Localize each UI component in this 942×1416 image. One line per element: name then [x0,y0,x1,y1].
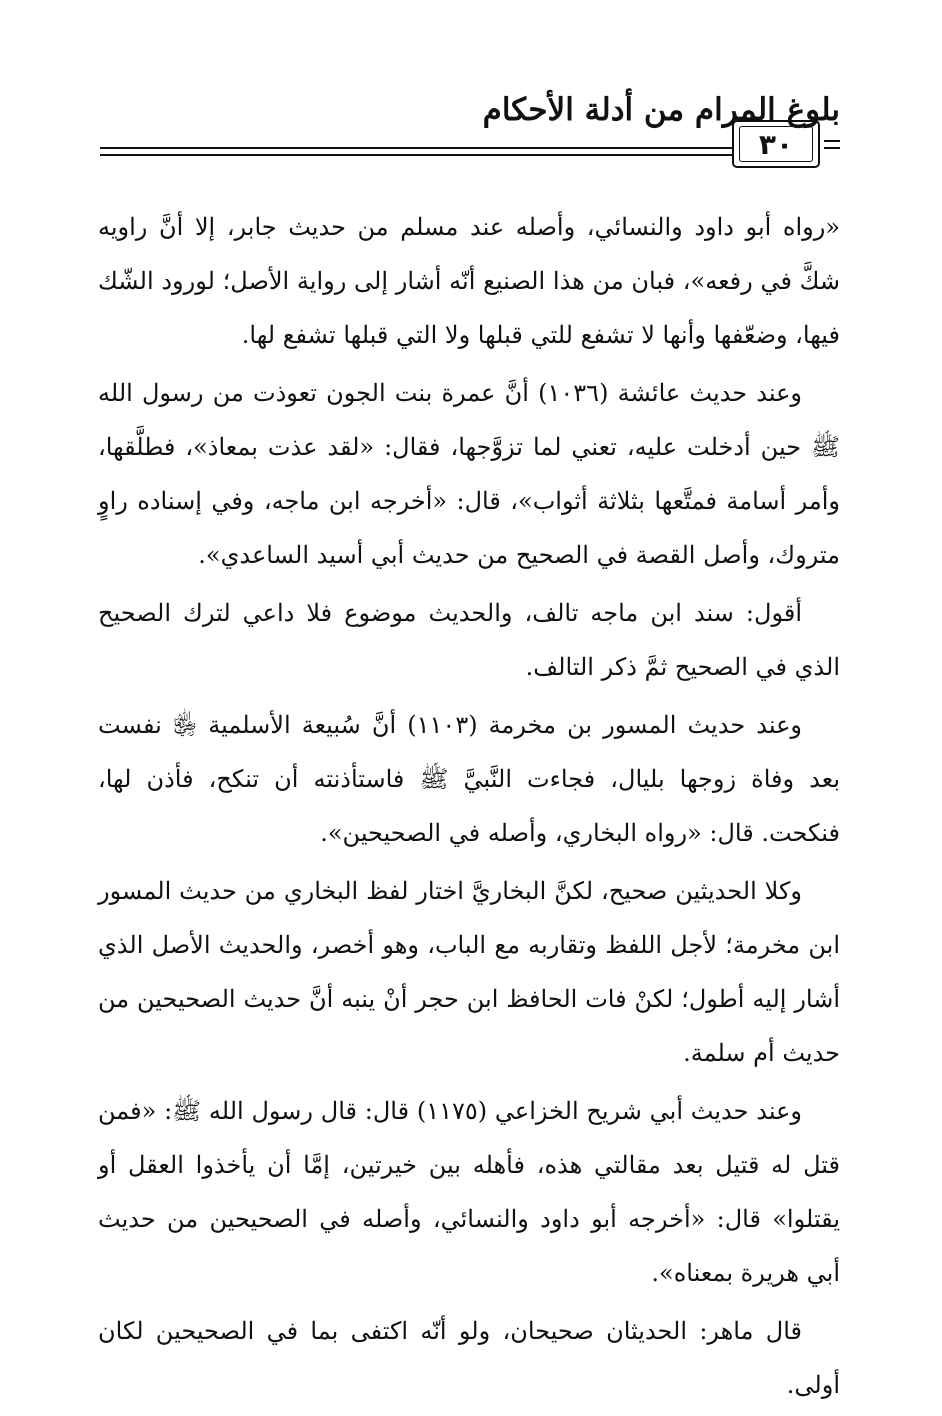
header-rule [100,127,840,178]
paragraph: «رواه أبو داود والنسائي، وأصله عند مسلم من حديث جابر، إلا أنَّ راويه شكَّ في رفعه»، فبان من هذا الصنيع أنّه أشار إلى رواية الأصل؛ لورود الشّك فيها، وضعّفها وأنها لا تشفع للتي قبلها ولا التي قبلها تشفع لها. [98,213,840,349]
book-title: بلوغ المرام من أدلة الأحكام [482,92,840,128]
page-header [100,92,840,182]
paragraph: أقول: سند ابن ماجه تالف، والحديث موضوع فلا داعي لترك الصحيح الذي في الصحيح ثمَّ ذكر التالف. [98,599,840,681]
page-number: ٣٠ [739,126,813,162]
page-number-box [732,120,820,168]
paragraph: وعند حديث المسور بن مخرمة (١١٠٣) أنَّ سُبيعة الأسلمية ﵂ نفست بعد وفاة زوجها بليال، فجاءت النَّبيَّ ﷺ فاستأذنته أن تنكح، فأذن لها، فنكحت. قال: «رواه البخاري، وأصله في الصحيحين». [98,711,840,847]
paragraph: وعند حديث عائشة (١٠٣٦) أنَّ عمرة بنت الجون تعوذت من رسول الله ﷺ حين أدخلت عليه، تعني لما تزوَّجها، فقال: «لقد عذت بمعاذ»، فطلَّقها، وأمر أسامة فمتَّعها بثلاثة أثواب»، قال: «أخرجه ابن ماجه، وفي إسناده راوٍ متروك، وأصل القصة في الصحيح من حديث أبي أسيد الساعدي». [98,379,840,569]
paragraph: وعند حديث أبي شريح الخزاعي (١١٧٥) قال: قال رسول الله ﷺ: «فمن قتل له قتيل بعد مقالتي هذه، فأهله بين خيرتين، إمَّا أن يأخذوا العقل أو يقتلوا» قال: «أخرجه أبو داود والنسائي، وأصله في الصحيحين من حديث أبي هريرة بمعناه». [98,1097,840,1287]
header-ornament [824,140,840,154]
header-rule-line [100,154,732,156]
page-body [98,200,840,1416]
header-rule-line [100,147,732,149]
paragraph: وكلا الحديثين صحيح، لكنَّ البخاريَّ اختار لفظ البخاري من حديث المسور ابن مخرمة؛ لأجل اللفظ وتقاربه مع الباب، وهو أخصر، والحديث الأصل الذي أشار إليه أطول؛ لكنْ فات الحافظ ابن حجر أنْ ينبه أنَّ حديث الصحيحين من حديث أم سلمة. [98,877,840,1067]
paragraph: قال ماهر: الحديثان صحيحان، ولو أنّه اكتفى بما في الصحيحين لكان أولى. [98,1317,840,1399]
